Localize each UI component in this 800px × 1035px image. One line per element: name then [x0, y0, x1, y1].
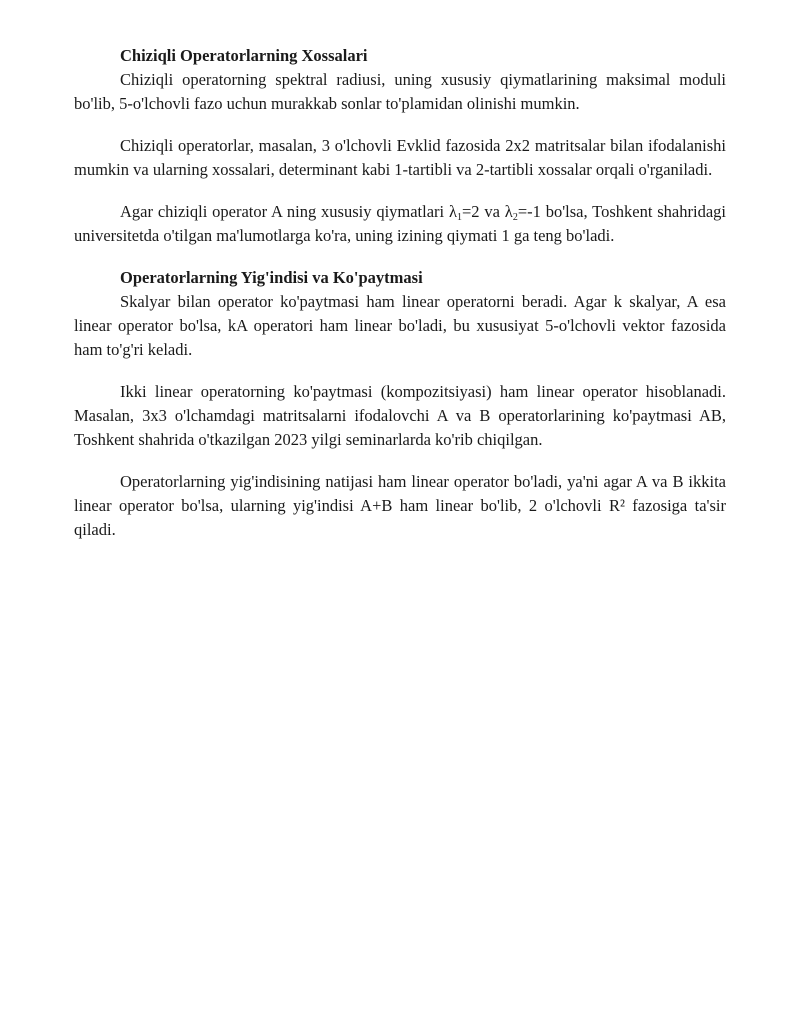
- paragraph-sum: Operatorlarning yig'indisining natijasi ham linear operator bo'ladi, ya'ni agar A va B ikkita linear operator bo'lsa, ularning yig'indisi A+B ham linear bo'lib, 2 o'lchovli R² fazosiga ta'sir qiladi.: [74, 472, 726, 539]
- section-heading-properties: Chiziqli Operatorlarning Xossalari: [120, 46, 368, 65]
- subscript-1: 1: [456, 212, 462, 223]
- document-page: [74, 44, 726, 560]
- paragraph-spectral-radius: Chiziqli operatorning spektral radiusi, uning xususiy qiymatlarining maksimal moduli bo'lib, 5-o'lchovli fazo uchun murakkab sonlar to'plamidan olinishi mumkin.: [74, 70, 726, 113]
- paragraph-composition: Ikki linear operatorning ko'paytmasi (kompozitsiyasi) ham linear operator hisoblanadi. Masalan, 3x3 o'lchamdagi matritsalarni ifodalovchi A va B operatorlarining ko'paytmasi AB, Toshkent shahrida o'tkazilgan 2023 yilgi seminarlarda ko'rib chiqilgan.: [74, 382, 726, 449]
- paragraph-matrix-representation: Chiziqli operatorlar, masalan, 3 o'lchovli Evklid fazosida 2x2 matritsalar bilan ifodalanishi mumkin va ularning xossalari, determinant kabi 1-tartibli va 2-tartibli xossalar orqali o'rganiladi.: [74, 136, 726, 179]
- eigen-text-after: =-1 bo'lsa, Toshkent shahridagi universitetda o'tilgan ma'lumotlarga ko'ra, uning izining qiymati 1 ga teng bo'ladi.: [74, 202, 726, 245]
- eigen-value-1: =2 va: [461, 202, 505, 221]
- paragraph-eigenvalues: [74, 200, 726, 248]
- section-sum-product: [74, 266, 726, 542]
- subscript-2: 2: [512, 212, 518, 223]
- eigen-text-before: Agar chiziqli operator A ning xususiy qiymatlari: [120, 202, 449, 221]
- section-heading-sum-product: Operatorlarning Yig'indisi va Ko'paytmasi: [120, 268, 423, 287]
- lambda-symbol: λ: [448, 202, 457, 221]
- paragraph-scalar-product: Skalyar bilan operator ko'paytmasi ham linear operatorni beradi. Agar k skalyar, A esa linear operator bo'lsa, kA operatori ham linear bo'ladi, bu xususiyat 5-o'lchovli vektor fazosida ham to'g'ri keladi.: [74, 292, 726, 359]
- lambda-symbol: λ: [504, 202, 513, 221]
